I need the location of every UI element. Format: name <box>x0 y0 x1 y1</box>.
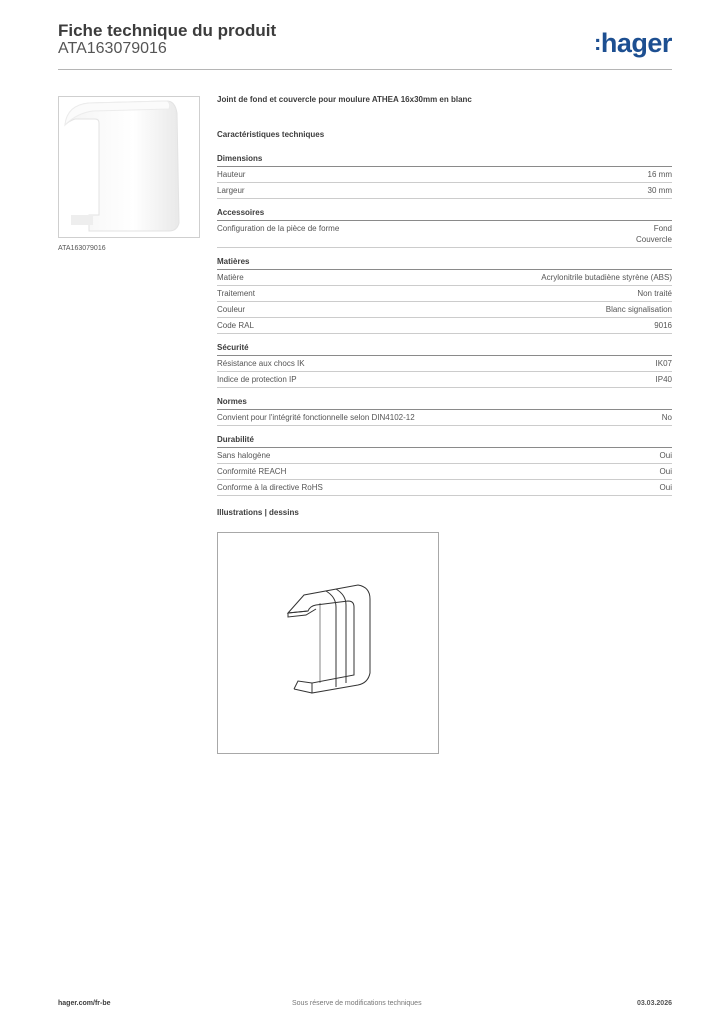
spec-value-line: Fond <box>653 224 672 233</box>
illustrations-title: Illustrations | dessins <box>217 508 299 517</box>
product-photo-image <box>59 97 199 237</box>
drawing-outline <box>288 585 370 693</box>
spec-value: 9016 <box>654 321 672 330</box>
spec-label: Couleur <box>217 305 246 314</box>
header-divider <box>58 69 672 70</box>
footer-notice: Sous réserve de modifications techniques <box>292 1000 422 1007</box>
section-title: Sécurité <box>217 343 672 356</box>
spec-label: Indice de protection IP <box>217 375 297 384</box>
spec-value: IK07 <box>655 359 672 368</box>
spec-value: Oui <box>659 467 672 476</box>
page-title: Fiche technique du produit <box>58 21 277 40</box>
section-securite <box>217 343 672 388</box>
spec-row <box>217 318 672 334</box>
spec-value: No <box>661 413 672 422</box>
spec-value: 16 mm <box>647 170 672 179</box>
section-dimensions <box>217 154 672 199</box>
spec-row <box>217 270 672 286</box>
spec-value: Acrylonitrile butadiène styrène (ABS) <box>541 273 672 282</box>
spec-row <box>217 410 672 426</box>
spec-value: 30 mm <box>647 186 672 195</box>
section-title: Matières <box>217 257 672 270</box>
spec-label: Traitement <box>217 289 255 298</box>
spec-row <box>217 302 672 318</box>
footer-website[interactable]: hager.com/fr-be <box>58 1000 111 1007</box>
spec-row <box>217 356 672 372</box>
spec-label: Conformité REACH <box>217 467 287 476</box>
spec-value-line: Couvercle <box>635 235 672 244</box>
spec-value <box>636 223 672 245</box>
spec-value: Blanc signalisation <box>605 305 672 314</box>
drawing-edge <box>294 681 312 689</box>
section-title: Durabilité <box>217 435 672 448</box>
section-normes <box>217 397 672 426</box>
product-photo <box>58 96 200 238</box>
spec-row <box>217 448 672 464</box>
footer-date: 03.03.2026 <box>636 1000 672 1007</box>
spec-row <box>217 480 672 496</box>
spec-row <box>217 372 672 388</box>
technical-characteristics-title: Caractéristiques techniques <box>217 130 325 139</box>
product-description: Joint de fond et couvercle pour moulure ATHEA 16x30mm en blanc <box>217 95 472 104</box>
section-accessoires <box>217 208 672 248</box>
product-reference: ATA163079016 <box>58 40 167 57</box>
spec-label: Hauteur <box>217 170 246 179</box>
logo-wordmark: hager <box>600 28 672 58</box>
spec-value: Oui <box>659 451 672 460</box>
spec-value: Oui <box>659 483 672 492</box>
drawing-groove <box>336 589 346 683</box>
spec-label: Résistance aux chocs IK <box>217 359 305 368</box>
spec-label: Configuration de la pièce de forme <box>217 224 340 233</box>
spec-row <box>217 286 672 302</box>
technical-content <box>217 95 672 517</box>
spec-row <box>217 464 672 480</box>
spec-label: Matière <box>217 273 244 282</box>
section-title: Dimensions <box>217 154 672 167</box>
spec-row <box>217 221 672 248</box>
section-title: Normes <box>217 397 672 410</box>
hager-logo <box>594 28 672 59</box>
technical-drawing-image <box>218 533 438 753</box>
spec-label: Code RAL <box>217 321 254 330</box>
spec-label: Convient pour l'intégrité fonctionnelle selon DIN4102-12 <box>217 413 415 422</box>
technical-drawing <box>217 532 439 754</box>
photo-caption: ATA163079016 <box>58 245 106 252</box>
drawing-edge <box>288 611 308 613</box>
spec-label: Largeur <box>217 186 245 195</box>
section-matieres <box>217 257 672 334</box>
spec-label: Conforme à la directive RoHS <box>217 483 323 492</box>
section-durabilite <box>217 435 672 496</box>
spec-label: Sans halogène <box>217 451 271 460</box>
logo-colon-icon: : <box>594 30 601 55</box>
drawing-groove <box>326 591 336 687</box>
spec-value: Non traité <box>637 289 672 298</box>
drawing-edge <box>294 689 312 693</box>
spec-value: IP40 <box>655 375 672 384</box>
spec-row <box>217 167 672 183</box>
section-title: Accessoires <box>217 208 672 221</box>
spec-row <box>217 183 672 199</box>
